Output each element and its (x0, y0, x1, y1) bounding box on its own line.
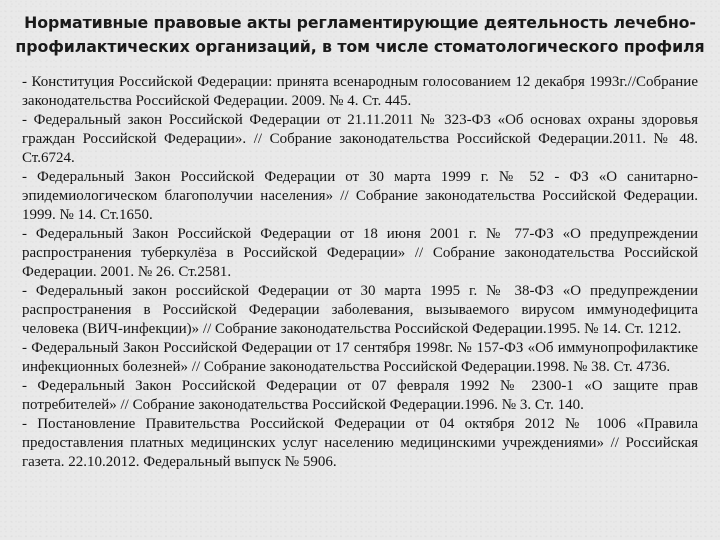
slide-title (10, 11, 710, 59)
title-line-1: Нормативные правовые акты регламентирующие деятельность лечебно- (24, 13, 696, 32)
list-item-constitution: - Конституция Российской Федерации: принята всенародным голосованием 12 декабря 1993г.//Собрание законодательства Российской Федерации. 2009. № 4. Ст. 445. (22, 74, 698, 109)
list-item-resolution-1006: - Постановление Правительства Российской Федерации от 04 октября 2012 № 1006 «Правила предоставления платных медицинских услуг населению медицинскими учреждениями» // Российская газета. 22.10.2012. Федеральный выпуск № 5906. (22, 416, 698, 470)
list-item-law-52: - Федеральный Закон Российской Федерации от 30 марта 1999 г. № 52 - ФЗ «О санитарно-эпидемиологическом благополучии населения» // Собрание законодательства Российской Федерации. 1999. № 14. Ст.1650. (22, 169, 698, 223)
list-item-law-77: - Федеральный Закон Российской Федерации от 18 июня 2001 г. № 77-ФЗ «О предупреждении распространения туберкулёза в Российской Федерации» // Собрание законодательства Российской Федерации. 2001. № 26. Ст.2581. (22, 226, 698, 280)
title-line-2: профилактических организаций, в том числе стоматологического профиля (15, 37, 705, 56)
list-item-law-38: - Федеральный закон российской Федерации от 30 марта 1995 г. № 38-ФЗ «О предупреждении распространения в Российской Федерации заболевания, вызываемого вирусом иммунодефицита человека (ВИЧ-инфекции)» // Собрание законодательства Российской Федерации.1995. № 14. Ст. 1212. (22, 283, 698, 337)
list-item-law-2300-1: - Федеральный Закон Российской Федерации от 07 февраля 1992 № 2300-1 «О защите прав потребителей» // Собрание законодательства Российской Федерации.1996. № 3. Ст. 140. (22, 378, 698, 413)
list-item-law-157: - Федеральный Закон Российской Федерации от 17 сентября 1998г. № 157-ФЗ «Об иммунопрофилактике инфекционных болезней» // Собрание законодательства Российской Федерации.1998. № 38. Ст. 4736. (22, 340, 698, 375)
list-item-law-323: - Федеральный закон Российской Федерации от 21.11.2011 № 323-ФЗ «Об основах охраны здоровья граждан Российской Федерации». // Собрание законодательства Российской Федерации.2011. № 48. Ст.6724. (22, 112, 698, 166)
legal-acts-list (22, 73, 698, 472)
